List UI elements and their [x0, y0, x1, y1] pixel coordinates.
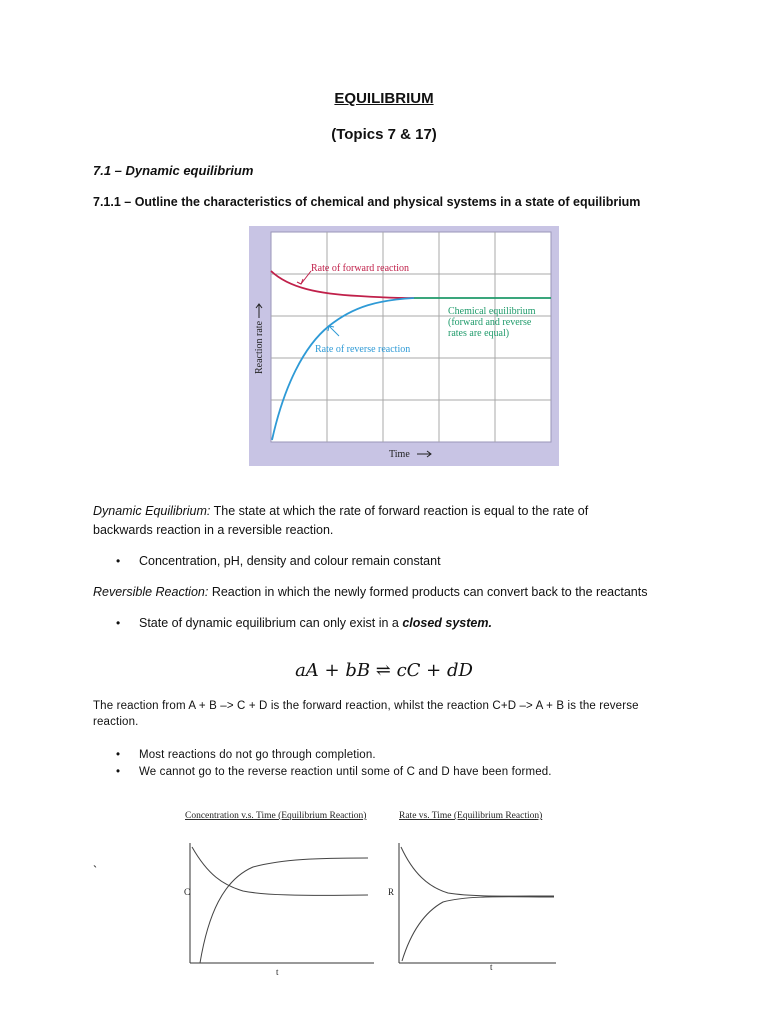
left-y-label: C — [184, 887, 191, 897]
definition-term: Dynamic Equilibrium: — [93, 504, 211, 518]
bullet-item — [116, 552, 120, 571]
definition-text: The state at which the rate of forward reaction is equal to the rate of — [210, 504, 589, 518]
left-product-curve — [200, 858, 368, 963]
bullet-text: We cannot go to the reverse reaction until some of C and D have been formed. — [139, 766, 552, 778]
subsection-heading: 7.1.1 – Outline the characteristics of chemical and physical systems in a state of equilibrium — [93, 195, 641, 209]
definition-text: Reaction in which the newly formed products can convert back to the reactants — [208, 585, 648, 599]
bullet-text: Concentration, pH, density and colour remain constant — [139, 554, 441, 568]
forward-reverse-paragraph: The reaction from A + B –> C + D is the forward reaction, whilst the reaction C+D –> A + B is the reverse reaction. — [93, 700, 639, 728]
definition-reversible-reaction — [93, 583, 713, 602]
equilibrium-label-1: Chemical equilibrium — [448, 306, 536, 317]
left-reactant-curve — [192, 847, 368, 895]
bullet-icon: • — [116, 749, 121, 761]
x-axis-label: Time — [389, 449, 410, 460]
page-title: EQUILIBRIUM — [334, 90, 434, 107]
left-plot-title: Concentration v.s. Time (Equilibrium Reaction) — [185, 811, 367, 821]
page-subtitle: (Topics 7 & 17) — [331, 126, 437, 143]
y-axis-label: Reaction rate — [254, 320, 265, 374]
section-heading: 7.1 – Dynamic equilibrium — [93, 163, 254, 178]
left-plot — [184, 843, 374, 977]
right-plot — [388, 843, 556, 972]
equilibrium-label-2: (forward and reverse — [448, 317, 532, 328]
bullet-icon: • — [116, 766, 121, 778]
equilibrium-label-3: rates are equal) — [448, 328, 510, 339]
right-forward-curve — [401, 847, 554, 896]
right-plot-title: Rate vs. Time (Equilibrium Reaction) — [399, 811, 543, 821]
bullet-item — [116, 614, 120, 633]
equilibrium-sketch-figure — [178, 805, 568, 985]
right-y-label: R — [388, 887, 395, 897]
definition-term: Reversible Reaction: — [93, 585, 209, 599]
definition-dynamic-equilibrium — [93, 502, 693, 540]
bullet-text: Most reactions do not go through completion. — [139, 749, 376, 761]
right-x-label: t — [490, 962, 493, 972]
forward-label: Rate of forward reaction — [311, 263, 410, 274]
reverse-label: Rate of reverse reaction — [315, 344, 411, 355]
definition-text-cont: backwards reaction in a reversible reaction. — [93, 523, 334, 537]
reaction-equation: aA + bB ⇌ cC + dD — [295, 660, 473, 681]
left-x-label: t — [276, 967, 279, 977]
reaction-rate-figure — [249, 226, 559, 466]
stray-mark: ` — [93, 864, 98, 878]
right-reverse-curve — [402, 897, 554, 961]
bullet-icon: • — [116, 554, 121, 568]
bullet-text: State of dynamic equilibrium can only exist in a closed system. — [139, 616, 492, 630]
bullet-icon: • — [116, 616, 121, 630]
